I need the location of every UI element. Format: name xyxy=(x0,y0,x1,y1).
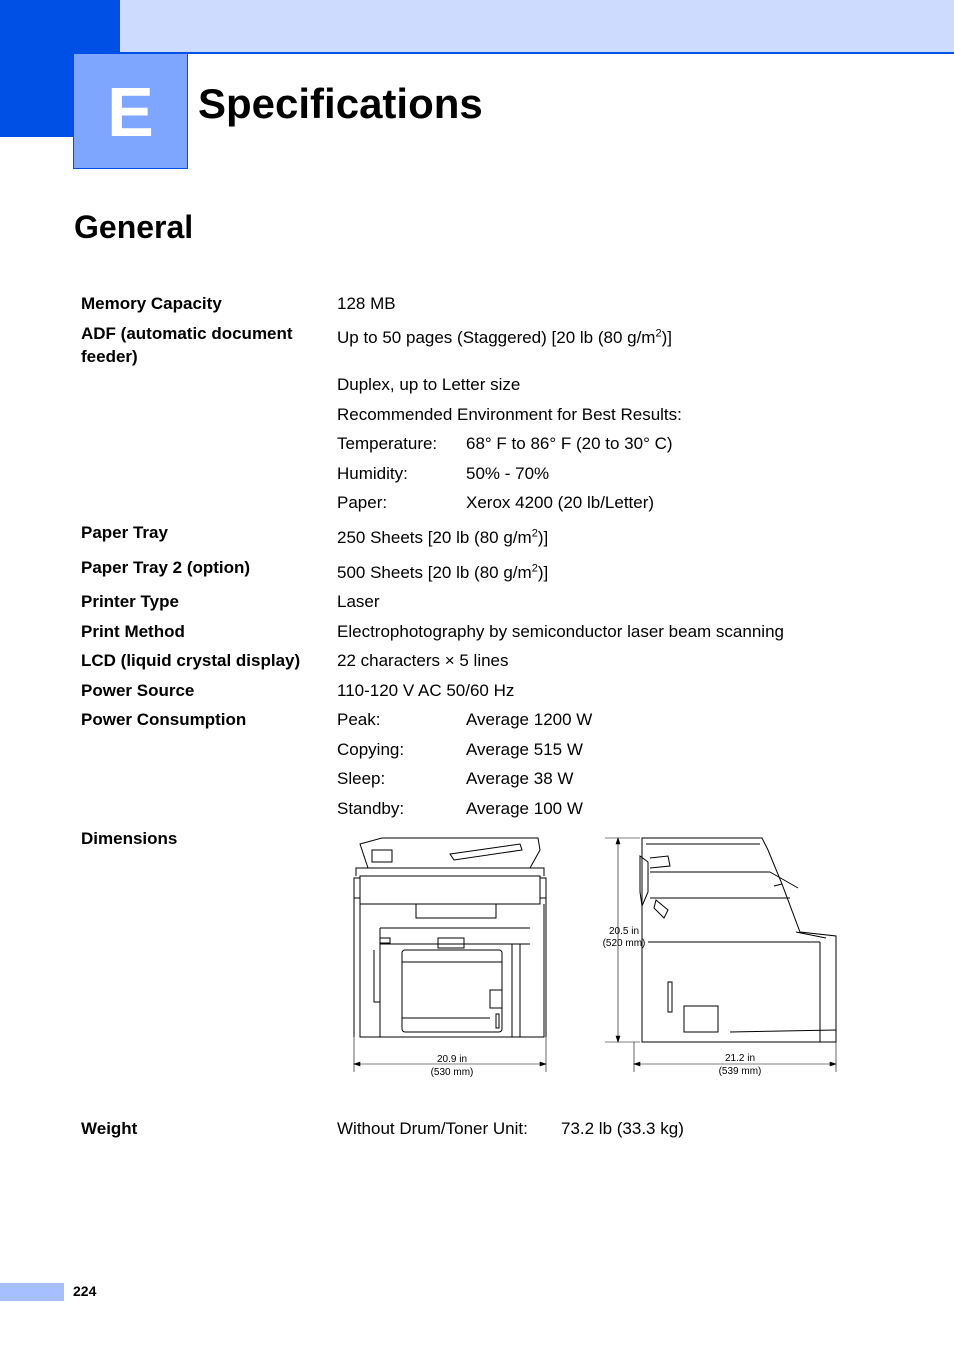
power-consumption-label: Power Consumption xyxy=(81,710,247,729)
humidity-value: 50% - 70% xyxy=(466,464,550,483)
adf-capacity-value: Up to 50 pages (Staggered) [20 lb (80 $g/m^2$)] xyxy=(337,327,672,347)
paper-tray-2-label: Paper Tray 2 (option) xyxy=(81,558,251,577)
paper-label: Paper: xyxy=(337,493,388,512)
power-mode-label: Sleep: xyxy=(337,769,386,788)
dimensions-label: Dimensions xyxy=(81,829,178,848)
weight-label: Weight xyxy=(81,1119,138,1138)
machine-front-view xyxy=(354,838,546,1037)
height-mm: (520 mm) xyxy=(602,938,646,949)
power-mode-value: Average 515 W xyxy=(466,740,583,759)
power-mode-label: Peak: xyxy=(337,710,381,729)
memory-capacity-label: Memory Capacity xyxy=(81,294,222,313)
power-mode-label: Copying: xyxy=(337,740,405,759)
humidity-label: Humidity: xyxy=(337,464,408,483)
power-mode-value: Average 100 W xyxy=(466,799,583,818)
lcd-value: 22 characters × 5 lines xyxy=(337,651,509,670)
side-depth-inches: 21.2 in xyxy=(724,1053,756,1064)
power-source-label: Power Source xyxy=(81,681,195,700)
side-depth-mm: (539 mm) xyxy=(718,1066,762,1077)
machine-side-view xyxy=(640,838,836,1042)
paper-tray-value: 250 Sheets [20 lb (80 $g/m^2$)] xyxy=(337,527,549,547)
front-width-mm: (530 mm) xyxy=(430,1067,474,1078)
chapter-letter: E xyxy=(73,53,188,169)
paper-value: Xerox 4200 (20 lb/Letter) xyxy=(466,493,655,512)
power-source-value: 110-120 V AC 50/60 Hz xyxy=(337,681,515,700)
header-light-bar xyxy=(120,0,954,54)
front-width-inches: 20.9 in xyxy=(436,1054,468,1065)
paper-tray-2-value: 500 Sheets [20 lb (80 $g/m^2$)] xyxy=(337,562,549,582)
height-inches: 20.5 in xyxy=(608,926,640,937)
print-method-label: Print Method xyxy=(81,622,185,641)
temperature-label: Temperature: xyxy=(337,434,438,453)
page-number: 224 xyxy=(73,1283,97,1299)
footer-bar xyxy=(0,1283,64,1301)
memory-capacity-value: 128 MB xyxy=(337,294,396,313)
weight-value: 73.2 lb (33.3 kg) xyxy=(561,1119,684,1138)
print-method-value: Electrophotography by semiconductor laser beam scanning xyxy=(337,622,784,641)
printer-type-label: Printer Type xyxy=(81,592,179,611)
temperature-value: 68° F to 86° F (20 to 30° C) xyxy=(466,434,673,453)
power-mode-value: Average 1200 W xyxy=(466,710,593,729)
lcd-label: LCD (liquid crystal display) xyxy=(81,651,301,670)
weight-condition: Without Drum/Toner Unit: xyxy=(337,1119,528,1138)
adf-recommended-heading: Recommended Environment for Best Results: xyxy=(337,405,682,424)
power-mode-value: Average 38 W xyxy=(466,769,574,788)
adf-duplex-value: Duplex, up to Letter size xyxy=(337,375,521,394)
power-mode-label: Standby: xyxy=(337,799,405,818)
adf-label-line2: feeder) xyxy=(81,347,138,366)
dimensions-figure xyxy=(350,832,840,1082)
section-title: General xyxy=(74,209,194,245)
paper-tray-label: Paper Tray xyxy=(81,523,168,542)
chapter-title: Specifications xyxy=(198,80,483,127)
adf-label-line1: ADF (automatic document xyxy=(81,324,293,343)
printer-type-value: Laser xyxy=(337,592,380,611)
